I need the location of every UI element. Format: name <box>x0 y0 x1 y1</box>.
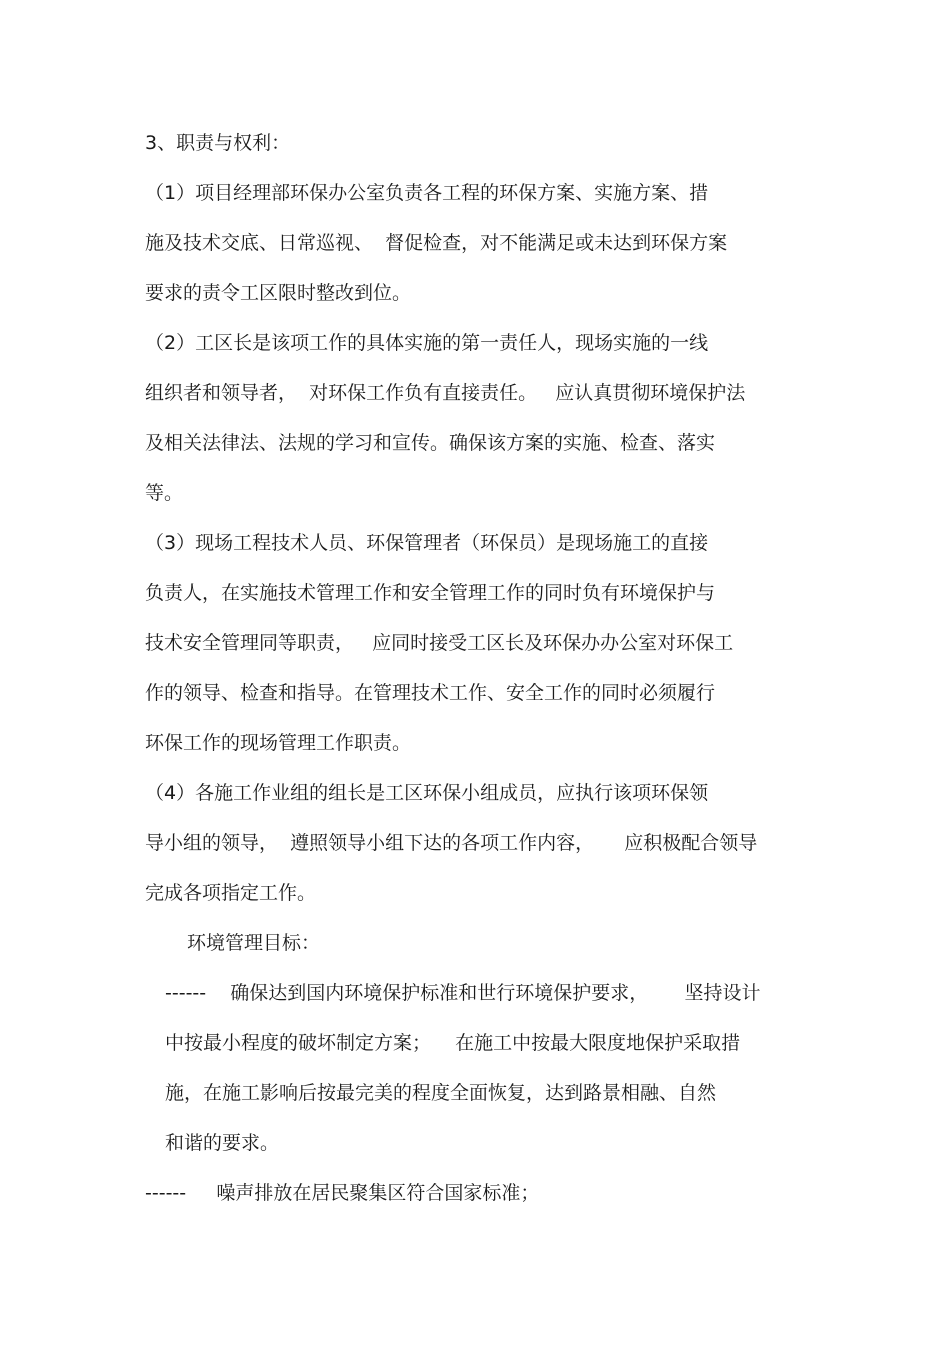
para4-line2: 导小组的领导， 遵照领导小组下达的各项工作内容， 应积极配合领导 <box>145 832 758 854</box>
para3-line1: （3）现场工程技术人员、环保管理者（环保员）是现场施工的直接 <box>145 532 709 554</box>
goal1-line3: 施，在施工影响后按最完美的程度全面恢复，达到路景相融、自然 <box>165 1082 717 1104</box>
para3-line4: 作的领导、检查和指导。在管理技术工作、安全工作的同时必须履行 <box>145 682 716 704</box>
section-heading: 3、职责与权利： <box>145 132 291 154</box>
para2-line4: 等。 <box>145 482 184 504</box>
goal2-line1: ------ 噪声排放在居民聚集区符合国家标准； <box>145 1182 540 1204</box>
para2-line2: 组织者和领导者， 对环保工作负有直接责任。 应认真贯彻环境保护法 <box>145 382 746 404</box>
para4-line3: 完成各项指定工作。 <box>145 882 317 904</box>
goal1-line2: 中按最小程度的破坏制定方案； 在施工中按最大限度地保护采取措 <box>165 1032 741 1054</box>
goals-heading: 环境管理目标： <box>187 932 321 954</box>
para3-line5: 环保工作的现场管理工作职责。 <box>145 732 412 754</box>
para1-line3: 要求的责令工区限时整改到位。 <box>145 282 412 304</box>
para1-line1: （1）项目经理部环保办公室负责各工程的环保方案、实施方案、措 <box>145 182 709 204</box>
para4-line1: （4）各施工作业组的组长是工区环保小组成员，应执行该项环保领 <box>145 782 709 804</box>
para2-line1: （2）工区长是该项工作的具体实施的第一责任人，现场实施的一线 <box>145 332 709 354</box>
para3-line3: 技术安全管理同等职责， 应同时接受工区长及环保办办公室对环保工 <box>145 632 734 654</box>
para2-line3: 及相关法律法、法规的学习和宣传。确保该方案的实施、检查、落实 <box>145 432 716 454</box>
para1-line2: 施及技术交底、日常巡视、 督促检查，对不能满足或未达到环保方案 <box>145 232 728 254</box>
para3-line2: 负责人，在实施技术管理工作和安全管理工作的同时负有环境保护与 <box>145 582 716 604</box>
goal1-line1: ------ 确保达到国内环境保护标准和世行环境保护要求， 坚持设计 <box>165 982 761 1004</box>
goal1-line4: 和谐的要求。 <box>165 1132 280 1154</box>
